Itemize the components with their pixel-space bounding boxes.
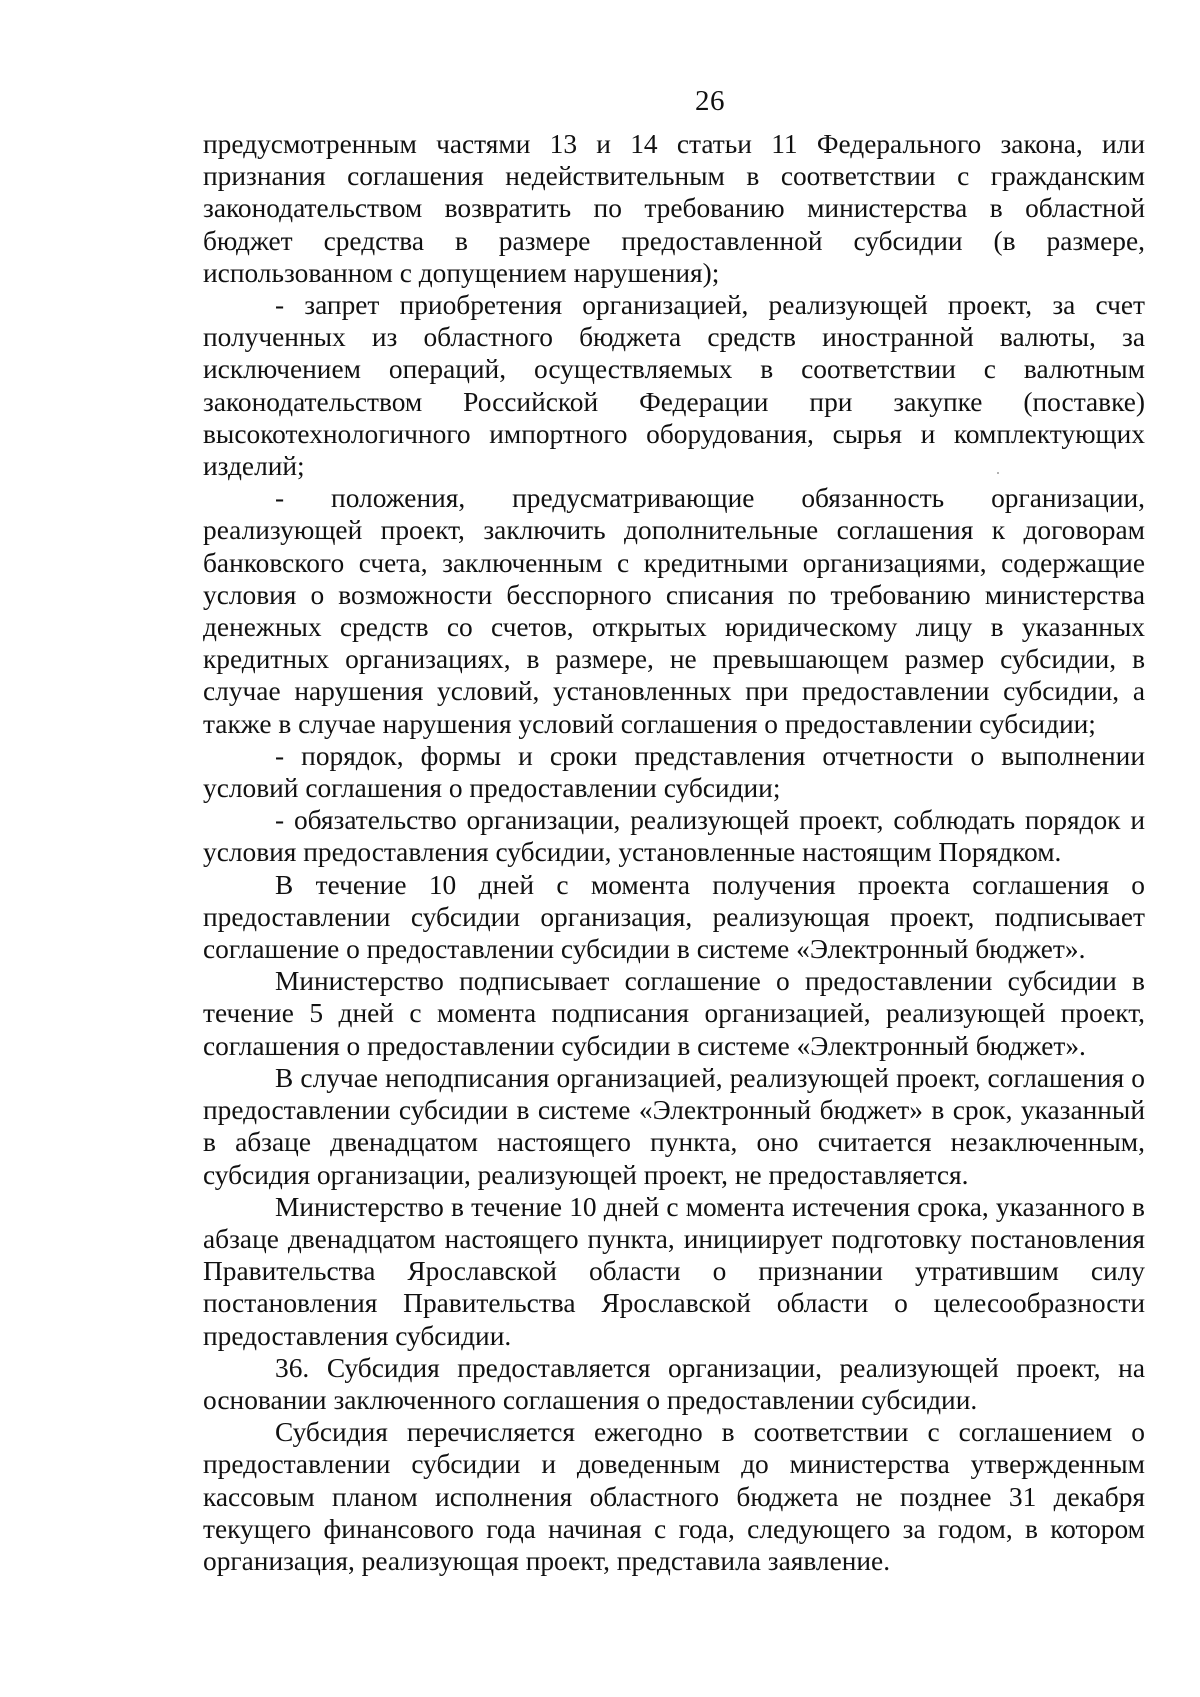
paragraph-8: В случае неподписания организацией, реализующей проект, соглашения о предоставлении субсидии в системе «Электронный бюджет» в срок, указанный в абзаце двенадцатом настоящего пункта, оно считается незаключенным, субсидия организации, реализующей проект, не предоставляется. [203,1062,1145,1190]
paragraph-2: - запрет приобретения организацией, реализующей проект, за счет полученных из областного бюджета средств иностранной валюты, за исключением операций, осуществляемых в соответствии с валютным законодательством Российской Федерации при закупке (поставке) высокотехнологичного импортного оборудования, сырья и комплектующих изделий; [203,290,1145,482]
document-body [203,128,1145,1577]
page-number-text: 26 [695,85,725,117]
paragraph-9: Министерство в течение 10 дней с момента истечения срока, указанного в абзаце двенадцатом настоящего пункта, инициирует подготовку постановления Правительства Ярославской области о признании утратившим силу постановления Правительства Ярославской области о целесообразности предоставления субсидии. [203,1191,1145,1351]
paragraph-11: Субсидия перечисляется ежегодно в соответствии с соглашением о предоставлении субсидии и доведенным до министерства утвержденным кассовым планом исполнения областного бюджета не позднее 31 декабря текущего финансового года начиная с года, следующего за годом, в котором организация, реализующая проект, представила заявление. [203,1417,1145,1576]
paragraph-4: - порядок, формы и сроки представления отчетности о выполнении условий соглашения о предоставлении субсидии; [203,740,1145,804]
paragraph-6: В течение 10 дней с момента получения проекта соглашения о предоставлении субсидии организация, реализующая проект, подписывает соглашение о предоставлении субсидии в системе «Электронный бюджет». [203,869,1145,965]
page-number [0,84,1200,118]
paragraph-7: Министерство подписывает соглашение о предоставлении субсидии в течение 5 дней с момента подписания организацией, реализующей проект, соглашения о предоставлении субсидии в системе «Электронный бюджет». [203,966,1145,1061]
scan-speck [997,472,999,474]
paragraph-3: - положения, предусматривающие обязанность организации, реализующей проект, заключить дополнительные соглашения к договорам банковского счета, заключенным с кредитными организациями, содержащие условия о возможности бесспорного списания по требованию министерства денежных средств со счетов, открытых юридическому лицу в указанных кредитных организациях, в размере, не превышающем размер субсидии, в случае нарушения условий, установленных при предоставлении субсидии, а также в случае нарушения условий соглашения о предоставлении субсидии; [203,483,1145,739]
paragraph-1: предусмотренным частями 13 и 14 статьи 11 Федерального закона, или признания соглашения недействительным в соответствии с гражданским законодательством возвратить по требованию министерства в областной бюджет средства в размере предоставленной субсидии (в размере, использованном с допущением нарушения); [203,129,1145,288]
paragraph-5: - обязательство организации, реализующей проект, соблюдать порядок и условия предоставления субсидии, установленные настоящим Порядком. [203,805,1145,868]
paragraph-10: 36. Субсидия предоставляется организации, реализующей проект, на основании заключенного соглашения о предоставлении субсидии. [203,1352,1145,1415]
